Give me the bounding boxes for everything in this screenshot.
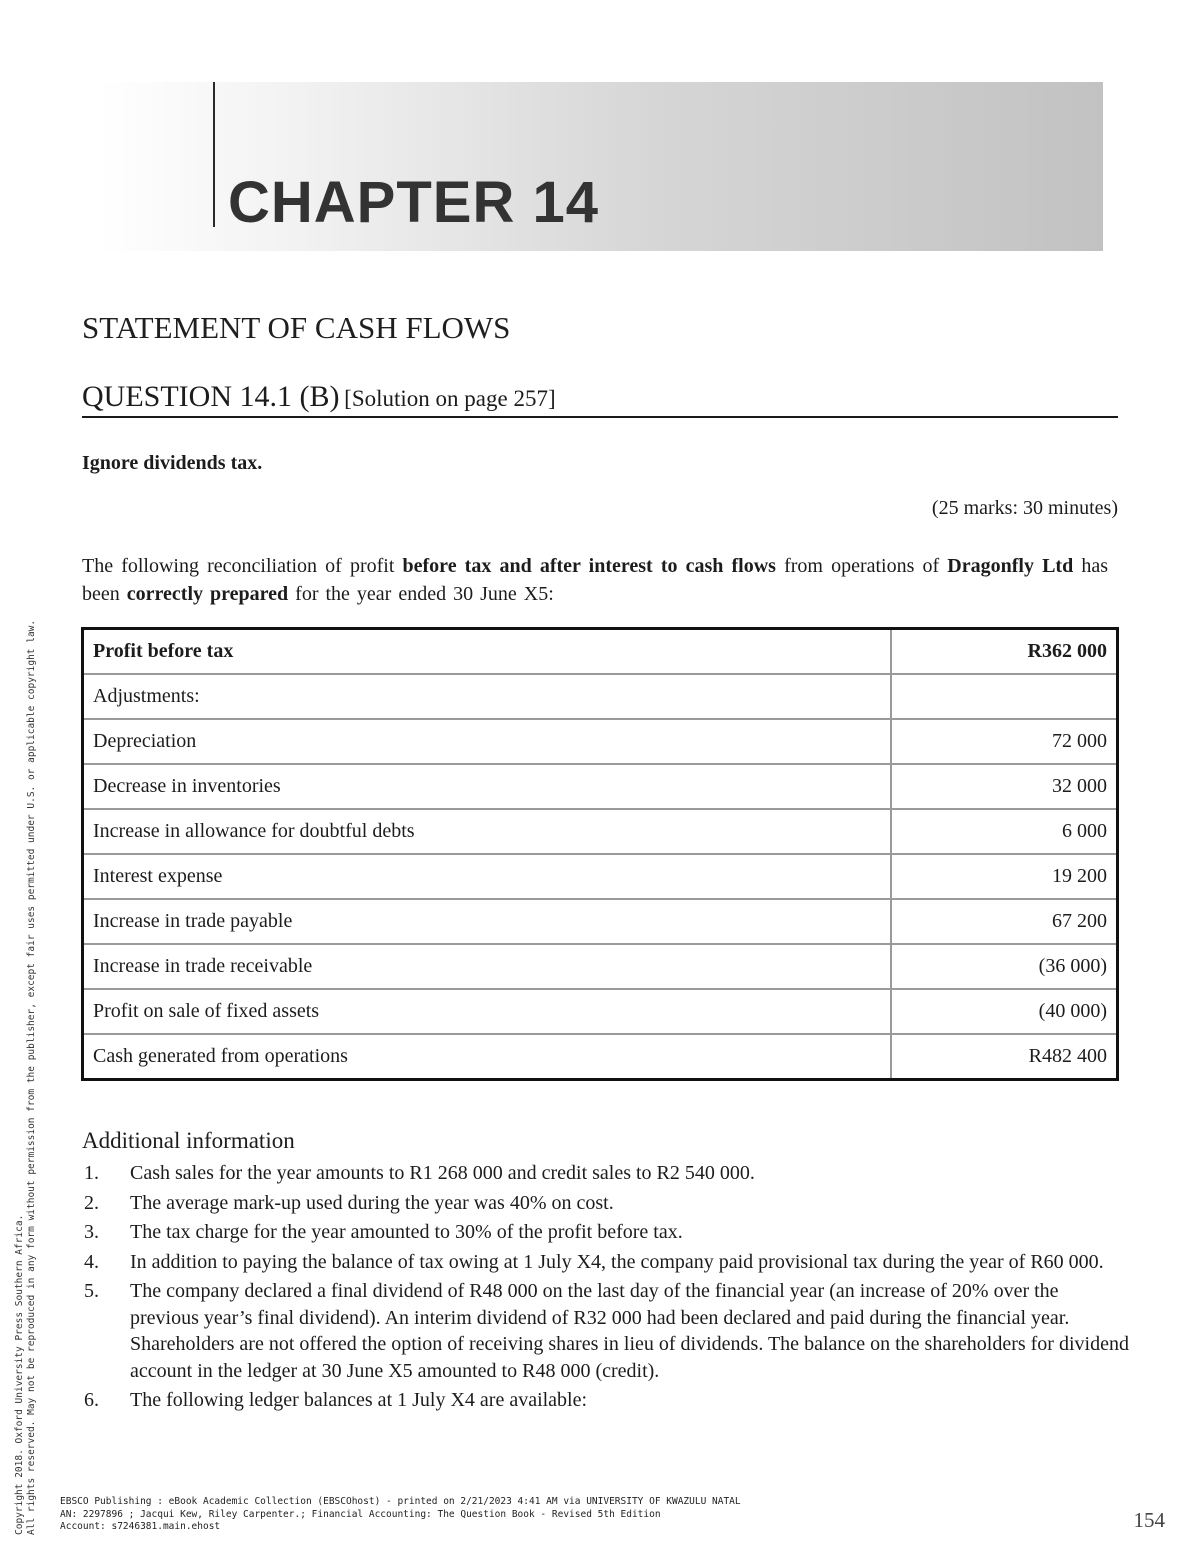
row-label: Cash generated from operations [83, 1034, 892, 1080]
additional-info-list [82, 1160, 1132, 1417]
item-number: 5. [84, 1280, 99, 1302]
question-intro [82, 552, 1108, 608]
item-text: The following ledger balances at 1 July X4 are available: [130, 1389, 588, 1411]
reconciliation-table [81, 627, 1119, 1081]
intro-text-3: has been [82, 555, 1108, 605]
row-amount: R362 000 [891, 629, 1118, 675]
footer-info [60, 1496, 741, 1534]
item-number: 3. [84, 1221, 99, 1243]
page-number: 154 [1133, 1508, 1165, 1532]
list-item [82, 1219, 1132, 1246]
list-item [82, 1387, 1132, 1414]
question-number: QUESTION 14.1 (B) [82, 380, 340, 413]
row-amount: (40 000) [891, 989, 1118, 1034]
copyright-line-1: Copyright 2018. Oxford University Press Southern Africa. [14, 1214, 25, 1535]
intro-text-4: for the year ended 30 June X5: [288, 583, 554, 605]
row-label: Adjustments: [83, 674, 892, 719]
list-item [82, 1190, 1132, 1217]
intro-bold-1: before tax and after interest to cash flows [402, 555, 776, 577]
solution-reference: [Solution on page 257] [344, 386, 556, 411]
item-text: The tax charge for the year amounted to 30% of the profit before tax. [130, 1221, 683, 1243]
additional-info-title: Additional information [82, 1128, 295, 1153]
item-text: Cash sales for the year amounts to R1 268 000 and credit sales to R2 540 000. [130, 1162, 755, 1184]
row-amount: 72 000 [891, 719, 1118, 764]
intro-text-2: from operations of [775, 555, 948, 577]
chapter-title: CHAPTER 14 [228, 170, 599, 235]
ignore-note: Ignore dividends tax. [82, 452, 263, 474]
item-number: 4. [84, 1250, 99, 1273]
row-label: Increase in trade payable [83, 899, 892, 944]
table-row [83, 764, 1118, 809]
row-amount: 19 200 [891, 854, 1118, 899]
list-item [82, 1278, 1132, 1384]
item-number: 1. [84, 1162, 99, 1184]
intro-bold-3: correctly prepared [126, 583, 289, 605]
chapter-divider-rule [213, 82, 215, 227]
list-item [82, 1160, 1132, 1187]
item-text: The company declared a final dividend of R48 000 on the last day of the financial year (an increase of 20% over the previous year’s final dividend). An interim dividend of R32 000 had been declared and paid during the financial year. Shareholders are not offered the option of receiving shares in lieu of dividends. The balance on the shareholders for dividend account in the ledger at 30 June X5 amounted to R48 000 (credit). [130, 1280, 1129, 1382]
item-number: 6. [84, 1389, 99, 1411]
row-label: Increase in allowance for doubtful debts [83, 809, 892, 854]
item-number: 2. [84, 1191, 99, 1214]
row-amount: 32 000 [891, 764, 1118, 809]
table-row [83, 989, 1118, 1034]
row-amount: R482 400 [891, 1034, 1118, 1080]
row-amount: (36 000) [891, 944, 1118, 989]
footer-line-1: EBSCO Publishing : eBook Academic Collection (EBSCOhost) - printed on 2/21/2023 4:41 AM via UNIVERSITY OF KWAZULU NATAL [60, 1496, 741, 1507]
table-row [83, 1034, 1118, 1080]
row-amount [891, 674, 1118, 719]
chapter-banner [97, 82, 1103, 251]
table-row [83, 719, 1118, 764]
table-row [83, 629, 1118, 675]
footer-line-3: Account: s7246381.main.ehost [60, 1521, 221, 1532]
table-row [83, 899, 1118, 944]
row-label: Profit on sale of fixed assets [83, 989, 892, 1034]
question-heading [82, 380, 1118, 418]
table-row [83, 809, 1118, 854]
section-title: STATEMENT OF CASH FLOWS [82, 310, 511, 345]
row-label: Depreciation [83, 719, 892, 764]
item-text: The average mark-up used during the year was 40% on cost. [130, 1191, 614, 1214]
table-row [83, 854, 1118, 899]
row-label: Interest expense [83, 854, 892, 899]
table-row [83, 674, 1118, 719]
row-amount: 6 000 [891, 809, 1118, 854]
row-amount: 67 200 [891, 899, 1118, 944]
row-label: Increase in trade receivable [83, 944, 892, 989]
item-text: In addition to paying the balance of tax owing at 1 July X4, the company paid provisional tax during the year of R60 000. [130, 1250, 1104, 1273]
copyright-line-2: All rights reserved. May not be reproduced in any form without permission from the publisher, except fair uses permitted under U.S. or applicable copyright law. [26, 619, 37, 1535]
footer-line-2: AN: 2297896 ; Jacqui Kew, Riley Carpenter.; Financial Accounting: The Question Book - Revised 5th Edition [60, 1508, 661, 1520]
row-label: Decrease in inventories [83, 764, 892, 809]
row-label: Profit before tax [83, 629, 892, 675]
intro-text-1: The following reconciliation of profit [82, 555, 403, 577]
list-item [82, 1249, 1132, 1276]
copyright-notice [14, 395, 38, 1535]
marks-allocation: (25 marks: 30 minutes) [931, 497, 1118, 519]
table-row [83, 944, 1118, 989]
intro-company-name: Dragonfly Ltd [947, 555, 1074, 577]
